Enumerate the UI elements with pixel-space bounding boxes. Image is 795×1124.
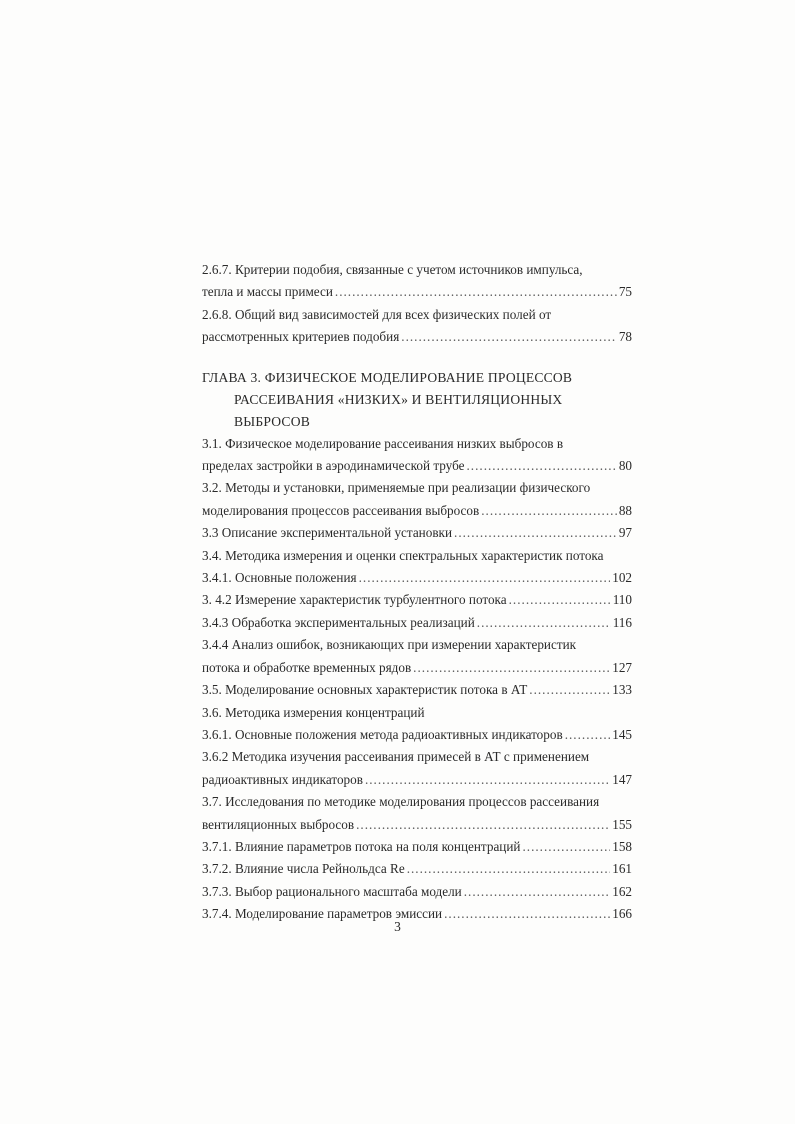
toc-entry-title: вентиляционных выбросов [202,816,355,832]
toc-entry-page: 116 [612,614,632,630]
toc-entry-page: 166 [612,906,632,922]
toc-entry-row [202,281,632,303]
toc-entry-title: тепла и массы примеси [202,284,333,300]
dot-leader [335,281,617,303]
toc-entry [202,304,632,349]
toc-entry-page: 110 [612,592,632,608]
toc-entry-line: 2.6.8. Общий вид зависимостей для всех физических полей от [202,306,552,322]
toc-entry-row [202,724,632,746]
toc-entry-row [202,589,632,611]
toc-entry-row [202,612,632,634]
toc-entry-row [202,836,632,858]
dot-leader [356,814,610,836]
toc-entry-title: 3. 4.2 Измерение характеристик турбулентного потока [202,592,507,608]
toc-entry [202,746,632,791]
toc-entry-line: 3.7. Исследования по методике моделирования процессов рассеивания [202,794,600,810]
dot-leader [413,657,610,679]
toc-entry-row [202,657,632,679]
toc-entry-title: пределах застройки в аэродинамической трубе [202,458,465,474]
dot-leader [509,589,611,611]
toc-entry-title: моделирования процессов рассеивания выбросов [202,502,480,518]
toc-entry-row [202,326,632,348]
page-number: 3 [394,919,401,934]
dot-leader [401,326,617,348]
dot-leader [481,500,617,522]
dot-leader [522,836,610,858]
dot-leader [565,724,611,746]
toc-entry-line: 3.4. Методика измерения и оценки спектральных характеристик потока [202,547,604,563]
toc-entry-row [202,858,632,880]
toc-entry-page: 102 [612,570,632,586]
toc-entry-page: 80 [618,458,632,474]
toc-entry-page: 97 [618,525,632,541]
toc-entry [202,791,632,836]
toc-entry [202,589,632,611]
toc-entry-title: 3.3 Описание экспериментальной установки [202,525,453,541]
dot-leader [464,881,610,903]
toc-entry [202,679,632,701]
toc-entry [202,858,632,880]
toc-entry-row [202,522,632,544]
toc-entry-row [202,567,632,589]
toc-entry-row [202,455,632,477]
dot-leader [477,612,611,634]
toc-entry-page: 133 [612,682,632,698]
chapter-heading-line1: ГЛАВА 3. ФИЗИЧЕСКОЕ МОДЕЛИРОВАНИЕ ПРОЦЕССОВ [202,369,573,385]
dot-leader [407,858,611,880]
toc-entry-title: 3.4.3 Обработка экспериментальных реализаций [202,614,475,630]
toc-entry-row [202,769,632,791]
table-of-contents [202,259,632,926]
dot-leader [467,455,617,477]
toc-entry-page: 78 [618,329,632,345]
toc-entry-title: рассмотренных критериев подобия [202,329,400,345]
dot-leader [454,522,617,544]
dot-leader [529,679,610,701]
toc-entry-page: 147 [612,771,632,787]
toc-entry-page: 158 [612,838,632,854]
toc-entry [202,522,632,544]
toc-section-previous [202,259,632,349]
toc-entry [202,702,632,747]
toc-entry [202,634,632,679]
toc-entry-page: 161 [612,861,632,877]
toc-entry-row [202,881,632,903]
toc-entry [202,433,632,478]
toc-entry-page: 75 [618,284,632,300]
toc-entry-row [202,500,632,522]
toc-entry-row [202,679,632,701]
toc-entry-line: 3.2. Методы и установки, применяемые при реализации физического [202,480,591,496]
toc-entry-page: 145 [612,726,632,742]
toc-entry-page: 88 [618,502,632,518]
toc-entry-title: 3.4.1. Основные положения [202,570,357,586]
toc-entry-line: 2.6.7. Критерии подобия, связанные с учетом источников импульса, [202,262,583,277]
toc-entry-title: 3.7.4. Моделирование параметров эмиссии [202,906,443,922]
toc-section-chapter3 [202,433,632,926]
toc-entry [202,881,632,903]
toc-entry-title: 3.7.1. Влияние параметров потока на поля концентраций [202,838,521,854]
chapter-heading-line2: РАССЕИВАНИЯ «НИЗКИХ» И ВЕНТИЛЯЦИОННЫХ ВЫБРОСОВ [234,391,563,429]
chapter-heading [202,367,632,433]
toc-entry-title: радиоактивных индикаторов [202,771,363,787]
toc-entry-title: 3.7.2. Влияние числа Рейнольдса Re [202,861,405,877]
toc-entry-page: 127 [612,659,632,675]
toc-entry [202,545,632,590]
toc-entry-line: 3.6. Методика измерения концентраций [202,704,425,720]
toc-entry-line: 3.1. Физическое моделирование рассеивания низких выбросов в [202,435,564,451]
spacer [202,349,632,367]
toc-entry-title: 3.5. Моделирование основных характеристик потока в АТ [202,682,528,698]
toc-entry-line: 3.6.2 Методика изучения рассеивания примесей в АТ с применением [202,749,590,765]
toc-entry-row [202,814,632,836]
toc-entry-page: 155 [612,816,632,832]
toc-entry [202,836,632,858]
toc-entry-title: потока и обработке временных рядов [202,659,412,675]
toc-entry [202,477,632,522]
toc-entry-line: 3.4.4 Анализ ошибок, возникающих при измерении характеристик [202,637,577,653]
dot-leader [359,567,611,589]
toc-entry-page: 162 [612,883,632,899]
toc-entry [202,259,632,304]
dot-leader [365,769,610,791]
toc-entry-title: 3.6.1. Основные положения метода радиоактивных индикаторов [202,726,563,742]
toc-entry [202,612,632,634]
toc-entry-title: 3.7.3. Выбор рационального масштаба модели [202,883,462,899]
